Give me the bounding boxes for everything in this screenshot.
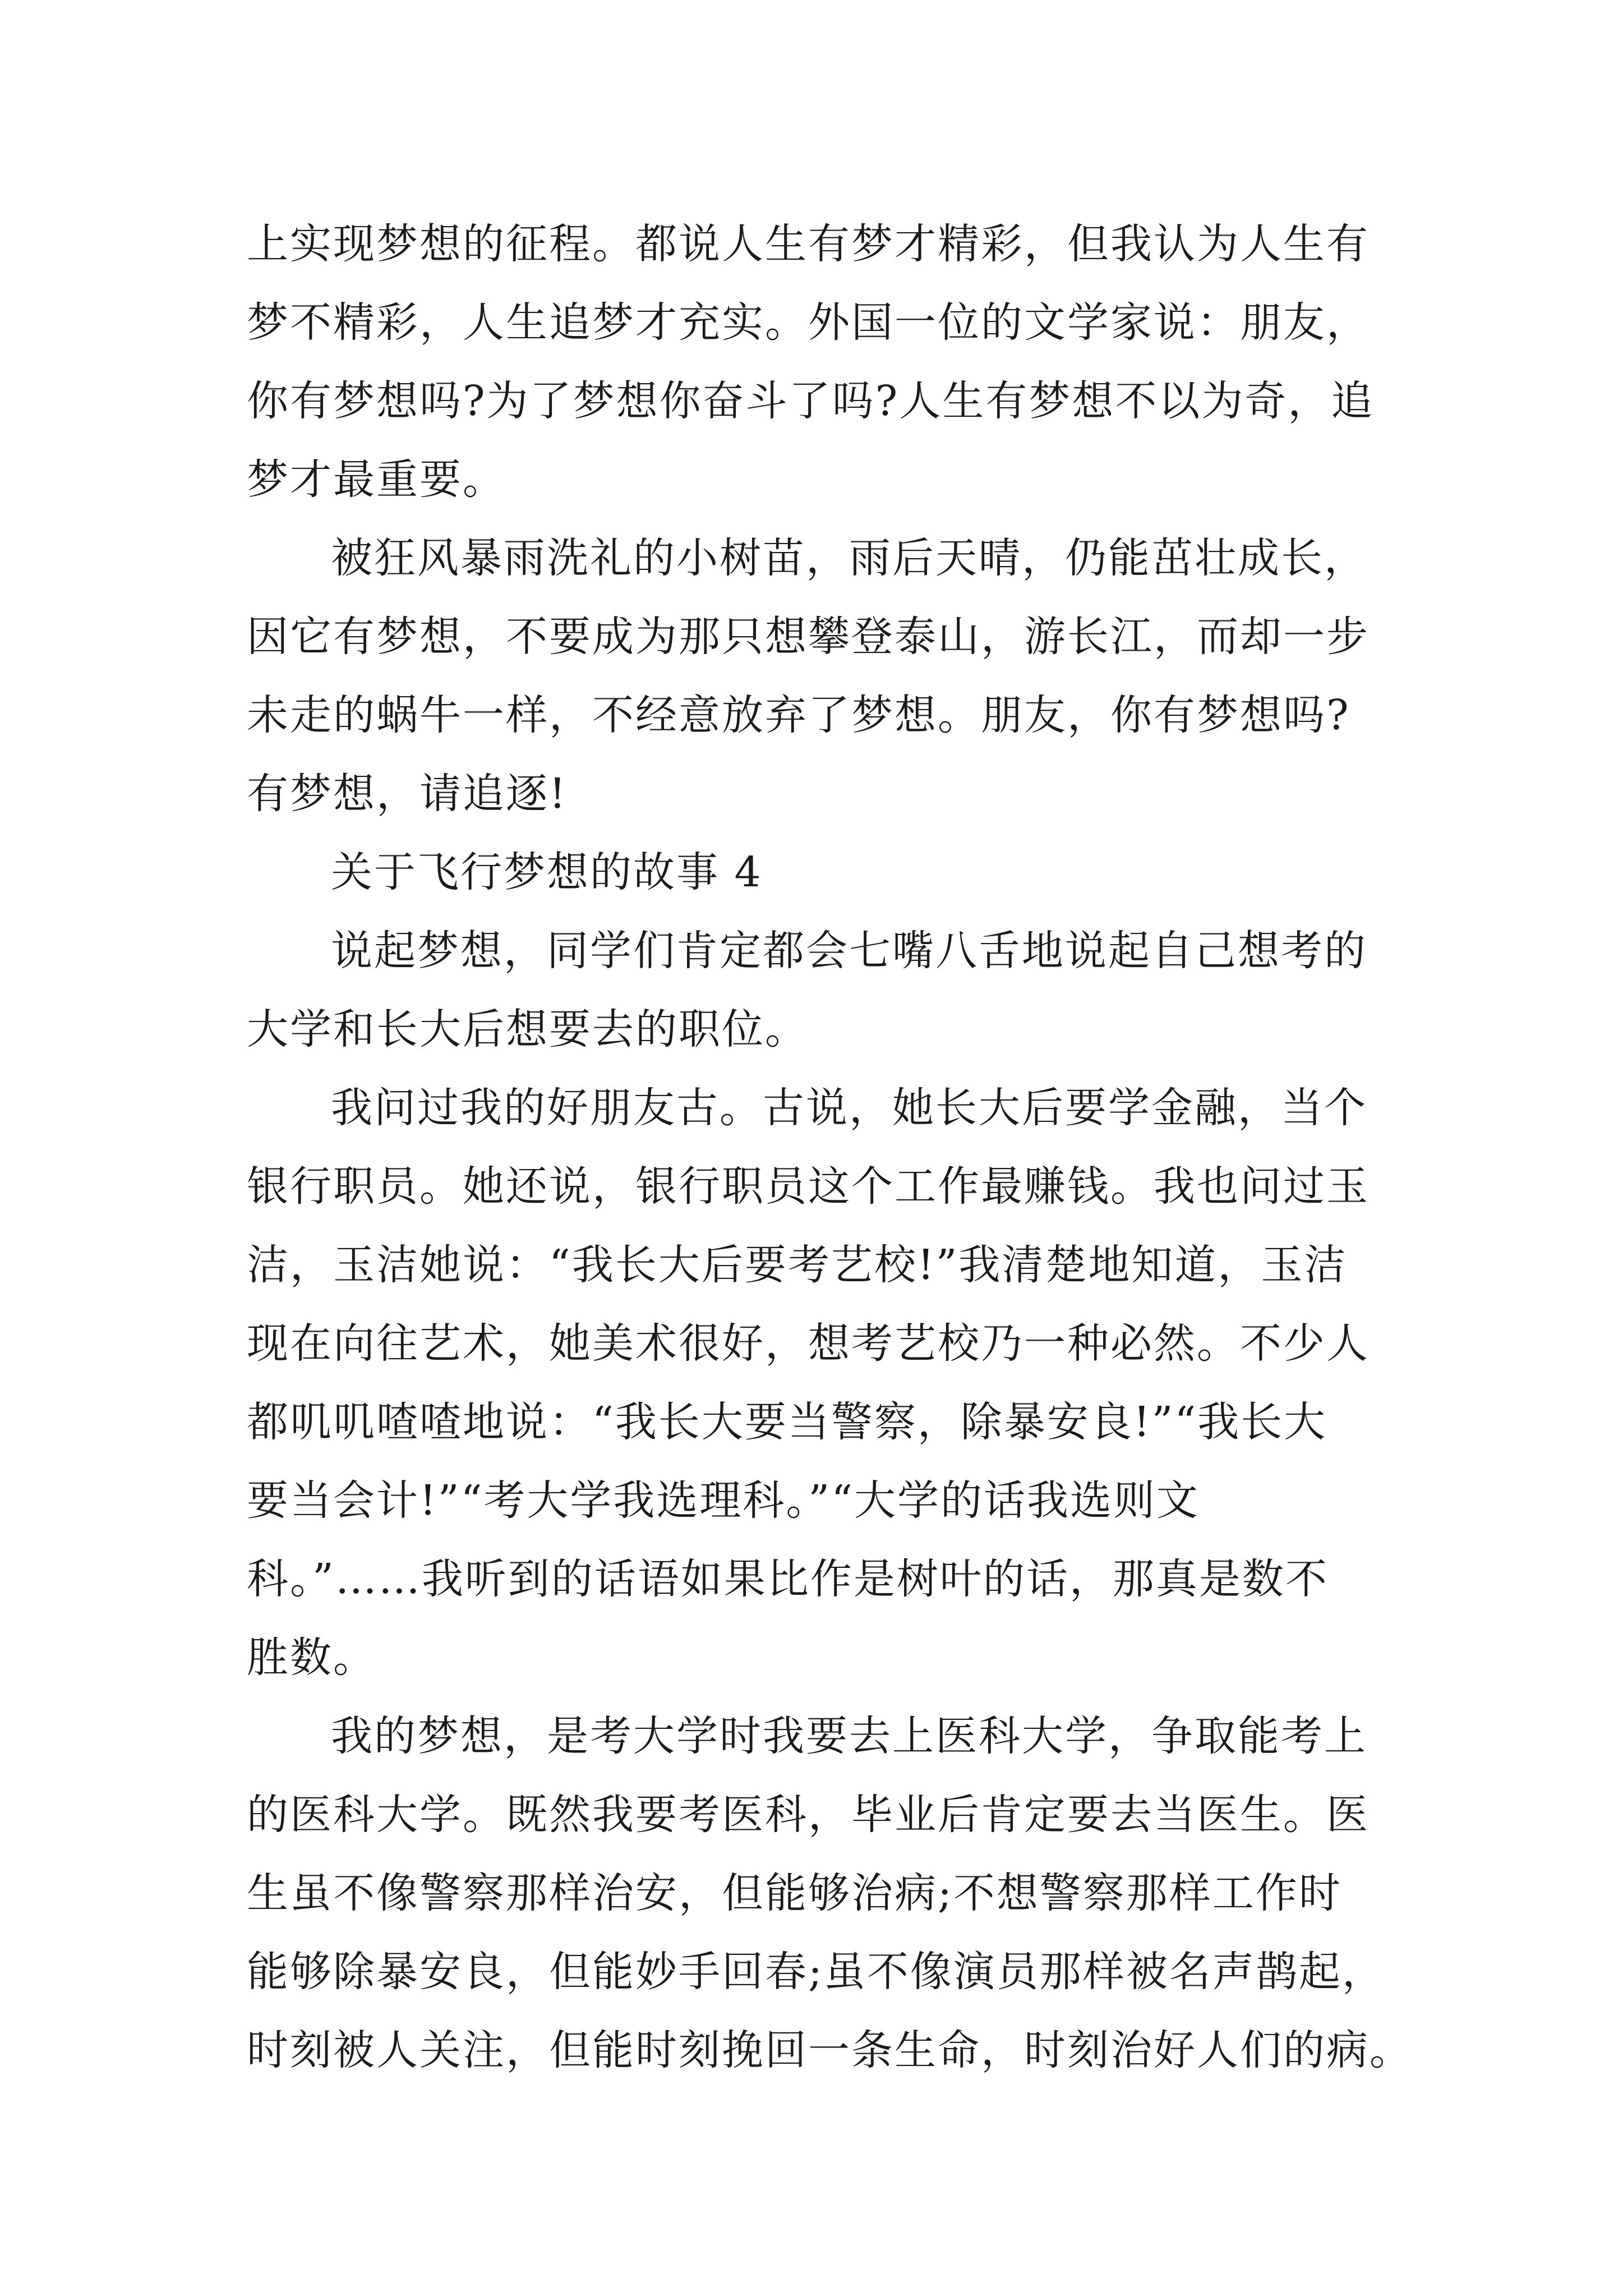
- text-line: 因它有梦想，不要成为那只想攀登泰山，游长江，而却一步: [247, 613, 1370, 661]
- text-line: 有梦想，请追逐!: [247, 770, 568, 818]
- text-line: 未走的蜗牛一样，不经意放弃了梦想。朋友，你有梦想吗?: [247, 691, 1350, 739]
- text-line: 你有梦想吗?为了梦想你奋斗了吗?人生有梦想不以为奇，追: [247, 377, 1375, 425]
- text-line: 洁，玉洁她说：“我长大后要考艺校!”我清楚地知道，玉洁: [247, 1241, 1348, 1289]
- text-line: 现在向往艺术，她美术很好，想考艺校乃一种必然。不少人: [247, 1319, 1370, 1368]
- text-line: 大学和长大后想要去的职位。: [247, 1005, 808, 1053]
- text-line: 科。”……我听到的话语如果比作是树叶的话，那真是数不: [247, 1555, 1329, 1603]
- section-heading: 关于飞行梦想的故事 4: [331, 848, 763, 896]
- text-line: 生虽不像警察那样治安，但能够治病;不想警察那样工作时: [247, 1869, 1342, 1917]
- text-line: 都叽叽喳喳地说：“我长大要当警察，除暴安良!”“我长大: [247, 1398, 1327, 1446]
- document-body: [247, 205, 1413, 2090]
- paragraph-start-line: 我的梦想，是考大学时我要去上医科大学，争取能考上: [331, 1712, 1367, 1760]
- text-line: 时刻被人关注，但能时刻挽回一条生命，时刻治好人们的病。: [247, 2026, 1413, 2074]
- text-line: 的医科大学。既然我要考医科，毕业后肯定要去当医生。医: [247, 1791, 1370, 1839]
- paragraph-start-line: 被狂风暴雨洗礼的小树苗，雨后天晴，仍能茁壮成长，: [331, 534, 1367, 582]
- text-line: 胜数。: [247, 1634, 376, 1682]
- text-line: 能够除暴安良，但能妙手回春;虽不像演员那样被名声鹊起，: [247, 1948, 1385, 1996]
- paragraph-start-line: 我问过我的好朋友古。古说，她长大后要学金融，当个: [331, 1084, 1367, 1132]
- text-line: 梦不精彩，人生追梦才充实。外国一位的文学家说：朋友，: [247, 298, 1370, 347]
- text-line: 要当会计!”“考大学我选理科。”“大学的话我选则文: [247, 1476, 1200, 1525]
- text-line: 梦才最重要。: [247, 455, 506, 504]
- paragraph-start-line: 说起梦想，同学们肯定都会七嘴八舌地说起自己想考的: [331, 927, 1367, 975]
- text-line: 上实现梦想的征程。都说人生有梦才精彩，但我认为人生有: [247, 220, 1370, 268]
- text-line: 银行职员。她还说，银行职员这个工作最赚钱。我也问过玉: [247, 1162, 1370, 1211]
